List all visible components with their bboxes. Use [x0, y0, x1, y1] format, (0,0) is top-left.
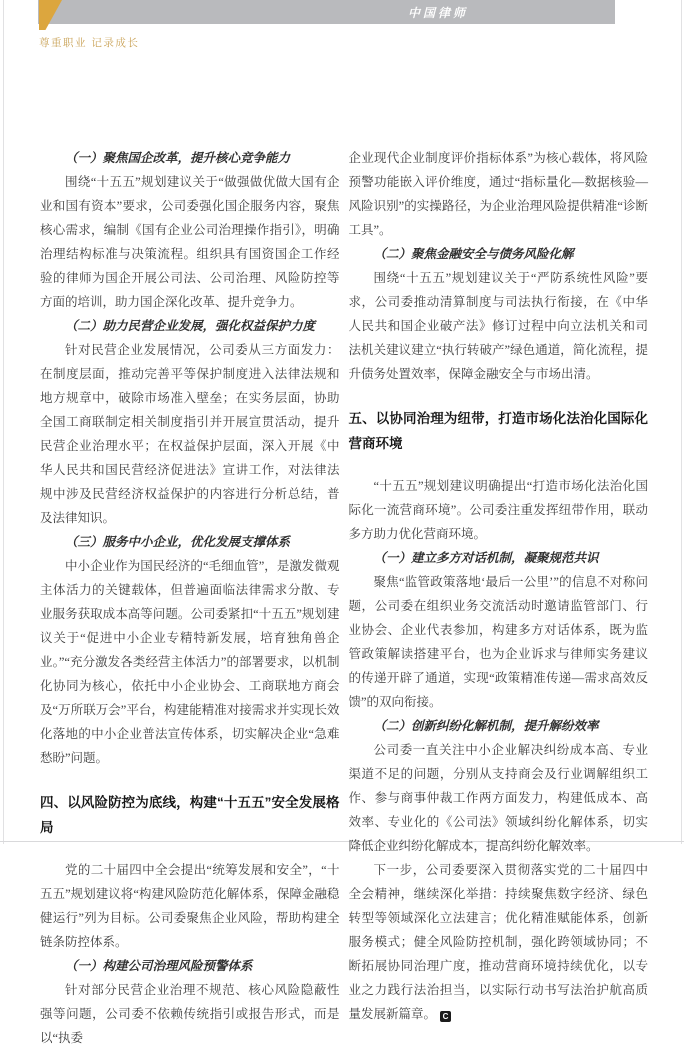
- magazine-tagline: 尊重职业 记录成长: [39, 37, 140, 49]
- page-edge-left: [3, 0, 4, 844]
- paragraph: “十五五”规划建议明确提出“打造市场化法治化国际化一流营商环境”。公司委注重发挥纽带作用，联动多方助力优化营商环境。: [348, 479, 648, 541]
- paragraph: 围绕“十五五”规划建议关于“做强做优做大国有企业和国有资本”要求，公司委强化国企服务内容，聚焦核心需求，编制《国有企业公司治理操作指引》，明确治理结构标准与决策流程。组织具有国资国企工作经验的律师为国企开展公司法、公司治理、风险防控等方面的培训，助力国企深化改革、提升竞争力。: [40, 175, 340, 309]
- paragraph: 公司委一直关注中小企业解决纠纷成本高、专业渠道不足的问题，分别从支持商会及行业调解组织工作、参与商事仲裁工作两方面发力，构建低成本、高效率、专业化的《公司法》领域纠纷化解体系，切实降低企业纠纷化解成本，提高纠纷化解效率。: [348, 743, 648, 853]
- subsection-heading: （三）服务中小企业，优化发展支撑体系: [65, 535, 291, 549]
- page-edge-right: [681, 0, 682, 844]
- closing-paragraph-text: 下一步，公司委要深入贯彻落实党的二十届四中全会精神，继续深化举措：持续聚焦数字经济、绿色转型等领域深化立法建言；优化精准赋能体系，创新服务模式；健全风险防控机制，强化跨领域协同；不断拓展协同治理广度，推动营商环境持续优化，以专业之力践行法治担当，以实际行动书写法治护航高质量发展新篇章。: [348, 863, 648, 1021]
- magazine-masthead: 中国律师: [408, 6, 469, 20]
- paragraph: 针对部分民营企业治理不规范、核心风险隐蔽性强等问题，公司委不依赖传统指引或报告形式，而是以“执委: [40, 983, 340, 1045]
- subsection-heading: （二）聚焦金融安全与债务风险化解: [373, 247, 574, 261]
- subsection-heading: （一）聚焦国企改革，提升核心竞争能力: [65, 151, 291, 165]
- paragraph: 针对民营企业发展情况，公司委从三方面发力：在制度层面，推动完善平等保护制度进入法律法规和地方规章中，破除市场准入壁垒；在实务层面，协助全国工商联制定相关制度指引并开展宣贯活动，提升民营企业治理水平；在权益保护层面，深入开展《中华人民共和国民营经济促进法》宣讲工作，对法律法规中涉及民营经济权益保护的内容进行分析总结，普及法律知识。: [40, 343, 340, 525]
- article-end-icon: C: [440, 1011, 451, 1022]
- section-heading-4: 四、以风险防控为底线，构建“十五五”安全发展格局: [40, 795, 340, 835]
- right-column: [349, 146, 649, 1026]
- paragraph: 聚焦“监管政策落地‘最后一公里’”的信息不对称问题，公司委在组织业务交流活动时邀请监管部门、行业协会、企业代表参加，构建多方对话体系，既为监管政策解读搭建平台，也为企业诉求与律师实务建议的传递开辟了通道，实现“政策精准传递—需求高效反馈”的双向衔接。: [348, 575, 648, 709]
- paragraph-continuation: 企业现代企业制度评价指标体系”为核心载体，将风险预警功能嵌入评价维度，通过“指标量化—数据核验—风险识别”的实操路径，为企业治理风险提供精准“诊断工具”。: [348, 151, 648, 237]
- subsection-heading: （二）助力民营企业发展，强化权益保护力度: [65, 319, 316, 333]
- subsection-heading: （一）构建公司治理风险预警体系: [65, 959, 253, 973]
- section-heading-5: 五、以协同治理为纽带，打造市场化法治化国际化营商环境: [348, 411, 648, 451]
- subsection-heading: （二）创新纠纷化解机制，提升解纷效率: [373, 719, 599, 733]
- article-body: [40, 146, 648, 1050]
- closing-paragraph: [349, 858, 649, 1026]
- paragraph: 中小企业作为国民经济的“毛细血管”，是激发微观主体活力的关键载体，但普遍面临法律需求分散、专业服务获取成本高等问题。公司委紧扣“十五五”规划建议关于“促进中小企业专精特新发展，培育独角兽企业。”“充分激发各类经营主体活力”的部署要求，以机制化协同为核心，依托中小企业协会、工商联地方商会及“万所联万会”平台，构建能精准对接需求并实现长效化落地的中小企业普法宣传体系，切实解决企业“急难愁盼”问题。: [40, 559, 340, 765]
- masthead-band: [38, 0, 615, 24]
- subsection-heading: （一）建立多方对话机制，凝聚规范共识: [373, 551, 599, 565]
- paragraph: 党的二十届四中全会提出“统筹发展和安全”，“十五五”规划建议将“构建风险防范化解体系，保障金融稳健运行”列为目标。公司委聚焦企业风险，帮助构建全链条防控体系。: [40, 863, 340, 949]
- left-column: [40, 146, 340, 1050]
- paragraph: 围绕“十五五”规划建议关于“严防系统性风险”要求，公司委推动清算制度与司法执行衔接，在《中华人民共和国企业破产法》修订过程中向立法机关和司法机关建议建立“执行转破产”绿色通道，简化流程，提升债务处置效率，保障金融安全与市场出清。: [348, 271, 648, 381]
